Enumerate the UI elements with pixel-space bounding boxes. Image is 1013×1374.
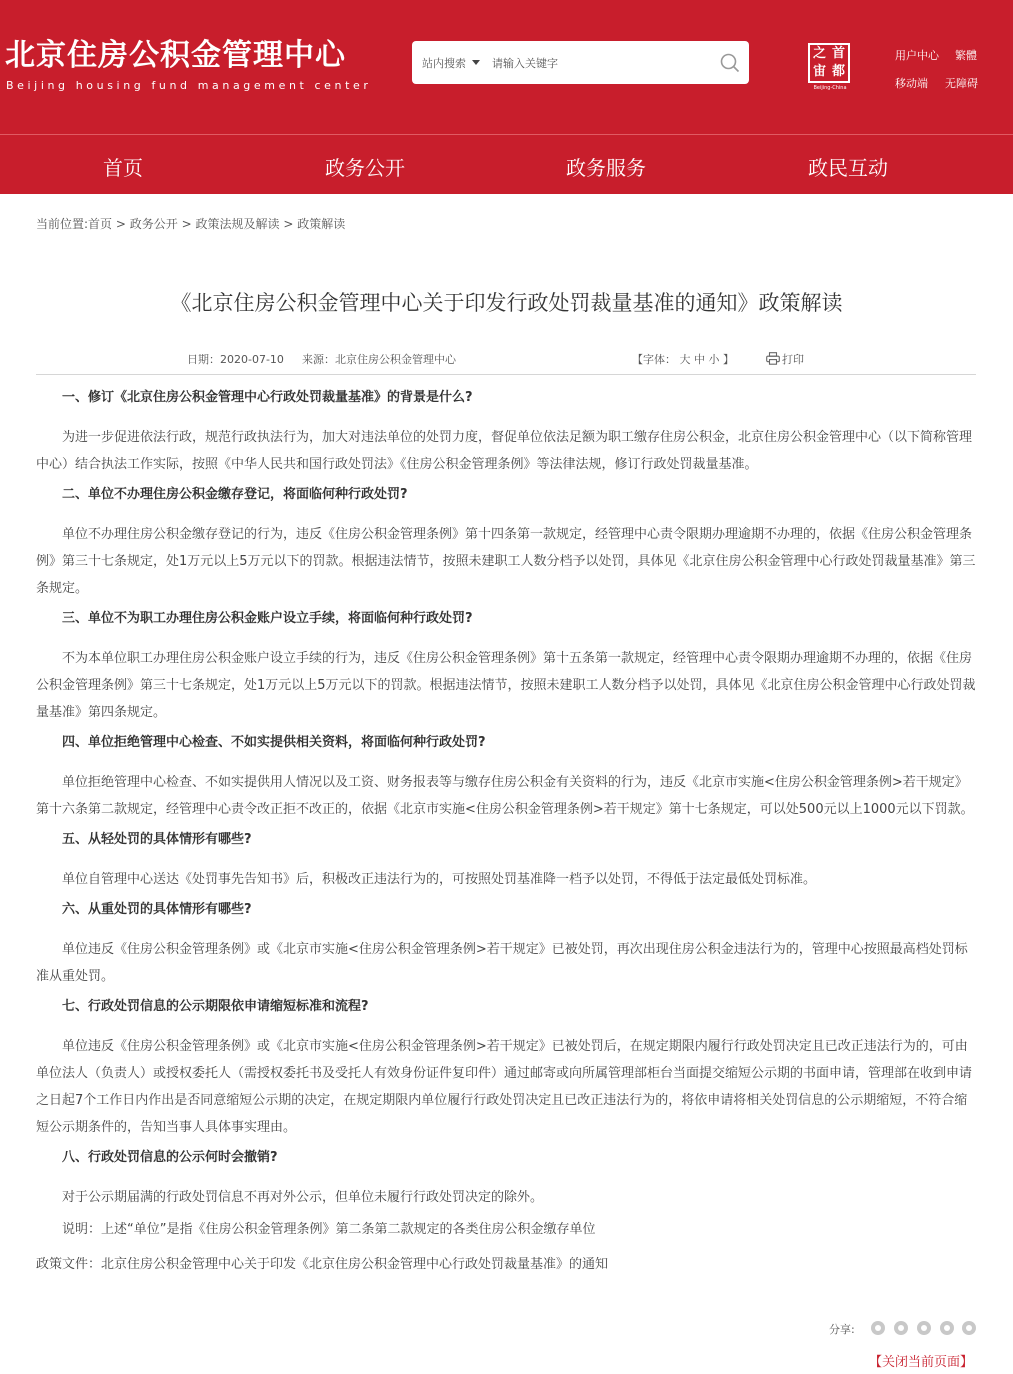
nav-gov-affairs[interactable]: 政务公开: [325, 156, 405, 180]
mobile-link[interactable]: 移动端: [895, 77, 928, 90]
capital-seal-logo: [808, 43, 852, 91]
section-answer: 单位违反《住房公积金管理条例》或《北京市实施<住房公积金管理条例>若干规定》已被处罚，再次出现住房公积金违法行为的，管理中心按照最高档处罚标准从重处罚。: [36, 942, 968, 984]
font-size-large[interactable]: 大: [679, 353, 691, 366]
section-answer: 为进一步促进依法行政，规范行政执法行为，加大对违法单位的处罚力度，督促单位依法足额为职工缴存住房公积金，北京住房公积金管理中心（以下简称管理中心）结合执法工作实际，按照《中华人民共和国行政处罚法》《住房公积金管理条例》等法律法规，修订行政处罚裁量基准。: [36, 430, 973, 472]
breadcrumb-item-policies[interactable]: 政策法规及解读: [195, 217, 280, 231]
breadcrumb-separator: >: [115, 217, 126, 231]
divider: [36, 374, 976, 375]
section-question: 五、从轻处罚的具体情形有哪些?: [62, 832, 252, 847]
section-answer: 不为本单位职工办理住房公积金账户设立手续的行为，违反《住房公积金管理条例》第十五条第一款规定，经管理中心责令限期办理逾期不办理的，依据《住房公积金管理条例》第三十七条规定，处1万元以上5万元以下的罚款。根据违法情节，按照未建职工人数分档予以处罚，具体见《北京住房公积金管理中心行政处罚裁量基准》第四条规定。: [36, 651, 976, 720]
section-answer: 单位拒绝管理中心检查、不如实提供用人情况以及工资、财务报表等与缴存住房公积金有关资料的行为，违反《北京市实施<住房公积金管理条例>若干规定》第十六条第二款规定，经管理中心责令改正拒不改正的，依据《北京市实施<住房公积金管理条例>若干规定》第十七条规定，可以处500元以上1000元以下罚款。: [36, 775, 974, 817]
breadcrumb-item-home[interactable]: 首页: [88, 217, 113, 231]
wechat-icon[interactable]: [894, 1321, 908, 1335]
print-label: 打印: [782, 353, 804, 366]
site-header: [0, 0, 1013, 134]
seal-char: 宙: [812, 64, 826, 79]
seal-caption: Beijing-China: [813, 85, 847, 91]
share-plus-icon[interactable]: [871, 1321, 885, 1335]
article-body: [36, 389, 977, 1273]
nav-gov-services[interactable]: 政务服务: [566, 156, 646, 180]
font-size-small[interactable]: 小: [708, 353, 720, 366]
article-source: 来源：北京住房公积金管理中心: [302, 353, 456, 366]
print-button[interactable]: [766, 351, 804, 367]
section-question: 八、行政处罚信息的公示何时会撤销?: [62, 1150, 278, 1165]
section-question: 七、行政处罚信息的公示期限依申请缩短标准和流程?: [62, 999, 369, 1014]
search-scope-dropdown[interactable]: [422, 55, 480, 71]
seal-char: 首: [831, 46, 845, 61]
section-answer: 对于公示期届满的行政处罚信息不再对外公示，但单位未履行行政处罚决定的除外。: [62, 1190, 544, 1205]
policy-file-link[interactable]: 政策文件：北京住房公积金管理中心关于印发《北京住房公积金管理中心行政处罚裁量基准》的通知: [36, 1257, 609, 1272]
seal-char: 都: [831, 64, 845, 79]
article-date: 日期：2020-07-10: [187, 353, 284, 366]
share-label: 分享:: [829, 1323, 855, 1336]
font-size-open: 【字体：: [632, 353, 676, 366]
font-size-medium[interactable]: 中: [694, 353, 705, 366]
section-question: 三、单位不为职工办理住房公积金账户设立手续，将面临何种行政处罚?: [62, 611, 473, 626]
page-title: 《北京住房公积金管理中心关于印发行政处罚裁量基准的通知》政策解读: [170, 291, 843, 315]
main-nav: [0, 134, 1013, 194]
search-scope-label: 站内搜索: [422, 57, 466, 70]
traditional-chinese-link[interactable]: 繁體: [955, 49, 977, 62]
section-answer: 单位自管理中心送达《处罚事先告知书》后，积极改正违法行为的，可按照处罚基准降一档予以处罚，不得低于法定最低处罚标准。: [62, 872, 817, 887]
seal-char: 之: [812, 46, 826, 61]
qzone-icon[interactable]: [962, 1321, 976, 1335]
section-answer: 单位违反《住房公积金管理条例》或《北京市实施<住房公积金管理条例>若干规定》已被处罚后，在规定期限内履行行政处罚决定且已改正违法行为的，可由单位法人（负责人）或授权委托人（需授权委托书及受托人有效身份证件复印件）通过邮寄或向所属管理部柜台当面提交缩短公示期的书面申请，管理部在收到申请之日起7个工作日内作出是否同意缩短公示期的决定，在规定期限内单位履行行政处罚决定且已改正违法行为的，将依申请将相关处罚信息的公示期缩短，不符合缩短公示期条件的，告知当事人具体事实理由。: [36, 1039, 973, 1135]
printer-icon: [766, 352, 780, 365]
section-answer: 单位不办理住房公积金缴存登记的行为，违反《住房公积金管理条例》第十四条第一款规定，经管理中心责令限期办理逾期不办理的，依据《住房公积金管理条例》第三十七条规定，处1万元以上5万元以下的罚款。根据违法情节，按照未建职工人数分档予以处罚，具体见《北京住房公积金管理中心行政处罚裁量基准》第三条规定。: [36, 527, 976, 596]
chevron-down-icon: [472, 60, 480, 65]
font-size-close: 】: [723, 353, 734, 366]
close-page-link[interactable]: 【关闭当前页面】: [869, 1355, 974, 1370]
accessibility-link[interactable]: 无障碍: [945, 77, 978, 90]
section-question: 二、单位不办理住房公积金缴存登记，将面临何种行政处罚?: [62, 487, 408, 502]
breadcrumb-prefix: 当前位置:: [36, 217, 89, 231]
breadcrumb-item-gov-affairs[interactable]: 政务公开: [129, 217, 178, 231]
breadcrumb-separator: >: [181, 217, 192, 231]
section-question: 六、从重处罚的具体情形有哪些?: [62, 902, 252, 917]
site-logo-en: Beijing housing fund management center: [6, 79, 372, 92]
site-logo-cn[interactable]: 北京住房公积金管理中心: [5, 38, 346, 73]
breadcrumb-separator: >: [283, 217, 294, 231]
note-text: 说明：上述“单位”是指《住房公积金管理条例》第二条第二款规定的各类住房公积金缴存单位: [62, 1222, 596, 1237]
weibo-icon[interactable]: [917, 1321, 931, 1335]
qq-icon[interactable]: [940, 1321, 954, 1335]
user-center-link[interactable]: 用户中心: [895, 49, 939, 62]
breadcrumb: [36, 215, 345, 232]
section-question: 一、修订《北京住房公积金管理中心行政处罚裁量基准》的背景是什么?: [62, 390, 473, 405]
nav-home[interactable]: 首页: [103, 156, 143, 180]
search-icon[interactable]: [719, 52, 741, 74]
nav-interaction[interactable]: 政民互动: [808, 156, 888, 180]
breadcrumb-item-interpretation[interactable]: 政策解读: [297, 217, 346, 231]
search-box: [412, 41, 749, 84]
font-size-switcher: [632, 351, 734, 367]
section-question: 四、单位拒绝管理中心检查、不如实提供相关资料，将面临何种行政处罚?: [62, 735, 486, 750]
search-input[interactable]: [492, 53, 702, 73]
